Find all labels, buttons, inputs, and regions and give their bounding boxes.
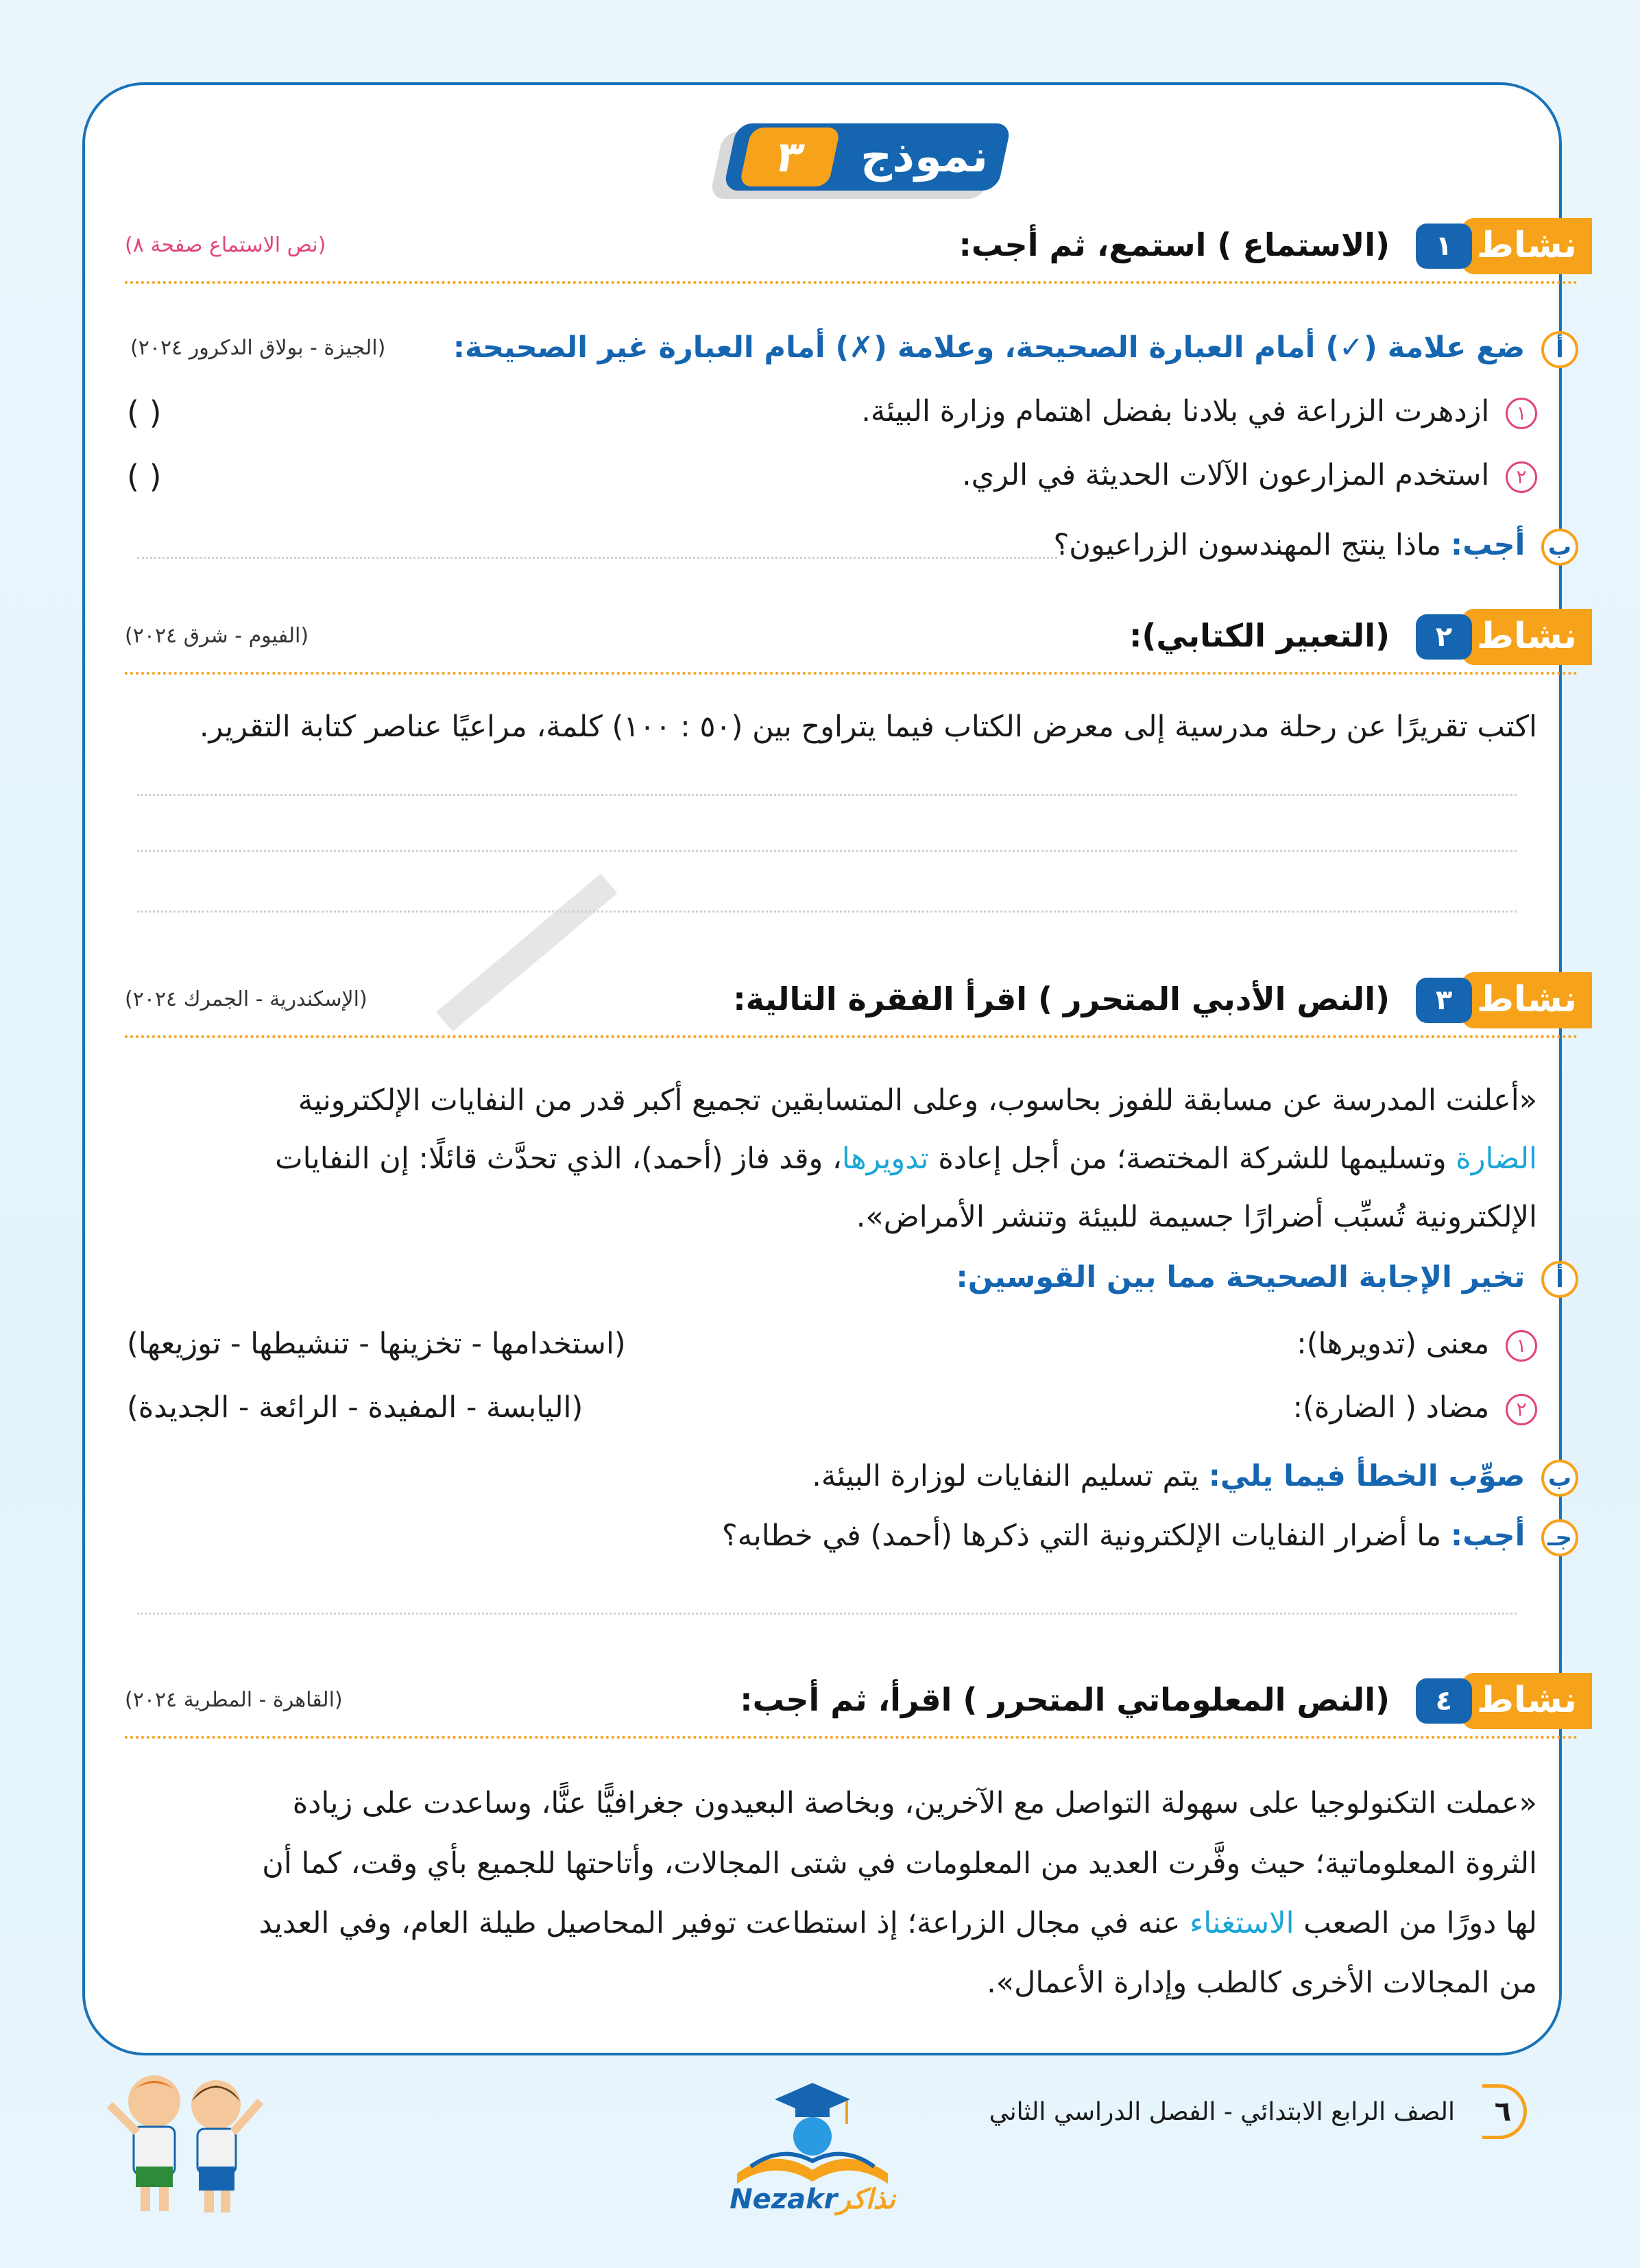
logo-wordmark [727, 2184, 898, 2215]
act1-item-1 [861, 394, 1537, 429]
model-title: نموذج [860, 132, 989, 182]
activity-source: (القاهرة - المطرية ٢٠٢٤) [125, 1688, 343, 1712]
question-label: أجب: [1450, 528, 1526, 562]
question-text: ماذا ينتج المهندسون الزراعيون؟ [1053, 528, 1442, 562]
activity-3-header [43, 972, 1592, 1028]
footer-grade: الصف الرابع الابتدائي - الفصل الدراسي الثاني [989, 2098, 1455, 2126]
logo-text-en: Nezakr [729, 2184, 838, 2215]
activity-title: (التعبير الكتابي): [1129, 617, 1390, 654]
question-text: ما أضرار النفايات الإلكترونية التي ذكرها (أحمد) في خطابه؟ [721, 1519, 1442, 1553]
highlight-word: الاستغناء [1190, 1906, 1294, 1940]
activity-4-header [43, 1673, 1592, 1729]
item-text: استخدم المزارعون الآلات الحديثة في الري. [961, 458, 1490, 492]
letter-badge: ب [1541, 529, 1578, 566]
activity-title: (النص المعلوماتي المتحرر ) اقرأ، ثم أجب: [740, 1681, 1390, 1718]
paragraph-text: ، وقد فاز (أحمد)، الذي تحدَّث قائلًا: إن النفايات [275, 1142, 842, 1176]
logo-text-ar: نذاكر [837, 2184, 895, 2215]
activity-number: ٣ [1416, 978, 1472, 1023]
highlight-word: تدويرها [841, 1142, 929, 1176]
nezakr-logo [713, 2071, 912, 2228]
act4-paragraph-line-4: من المجالات الأخرى كالطب وإدارة الأعمال». [987, 1966, 1537, 2000]
activity-badge: نشاط [1462, 609, 1592, 665]
act2-prompt: اكتب تقريرًا عن رحلة مدرسية إلى معرض الكتاب فيما يتراوح بين (٥٠ : ١٠٠) كلمة، مراعيًا عناصر كتابة التقرير. [199, 710, 1537, 744]
question-text: يتم تسليم النفايات لوزارة البيئة. [812, 1459, 1200, 1493]
act4-paragraph-line-1: «عملت التكنولوجيا على سهولة التواصل مع الآخرين، وبخاصة البعيدون جغرافيًّا عنًّا، وساعدت على زيادة [292, 1786, 1537, 1820]
answer-line[interactable] [137, 910, 1517, 913]
act1-item-2 [962, 458, 1537, 493]
question-label: أجب: [1450, 1519, 1526, 1553]
activity-divider [125, 281, 1578, 284]
answer-line[interactable] [137, 557, 1057, 559]
watermark: ـــ [331, 748, 647, 1068]
act3-question-b [812, 1459, 1578, 1497]
highlight-word: الضارة [1456, 1142, 1537, 1176]
act4-paragraph-line-3 [258, 1906, 1537, 1940]
letter-badge: أ [1541, 1261, 1578, 1298]
kids-illustration [96, 2064, 274, 2221]
activity-source: (الفيوم - شرق ٢٠٢٤) [125, 624, 309, 648]
paragraph-text: وتسليمها للشركة المختصة؛ من أجل إعادة [928, 1142, 1456, 1176]
letter-badge: أ [1541, 331, 1578, 368]
question-text: تخير الإجابة الصحيحة مما بين القوسين: [956, 1260, 1526, 1294]
act4-paragraph-line-2: الثروة المعلوماتية؛ حيث وفَّرت العديد من المعلومات في شتى المجالات، وأتاحتها للجميع بأي وقت، كما أن [262, 1846, 1537, 1881]
act3-item-2 [1293, 1390, 1537, 1425]
activity-source: (الإسكندرية - الجمرك ٢٠٢٤) [125, 987, 367, 1011]
page-number: ٦ [1482, 2084, 1527, 2139]
page-frame [82, 82, 1562, 2055]
answer-blank[interactable]: ( ) [127, 458, 162, 495]
item-number: ١ [1506, 398, 1537, 429]
activity-source: (نص الاستماع صفحة ٨) [125, 233, 326, 257]
item-number: ٢ [1506, 1394, 1537, 1425]
activity-badge: نشاط [1462, 218, 1592, 274]
question-label: صوِّب الخطأ فيما يلي: [1208, 1459, 1526, 1493]
activity-badge: نشاط [1462, 972, 1592, 1028]
answer-line[interactable] [137, 850, 1517, 852]
answer-blank[interactable]: ( ) [127, 394, 162, 431]
act1-question-b [1053, 528, 1578, 566]
act3-question-a [956, 1260, 1578, 1298]
item-text: مضاد ( الضارة): [1292, 1390, 1490, 1425]
act3-item-2-choices[interactable]: (اليابسة - المفيدة - الرائعة - الجديدة) [127, 1390, 583, 1425]
item-text: معنى (تدويرها): [1297, 1327, 1490, 1361]
act3-paragraph-line-2 [275, 1142, 1537, 1176]
letter-badge: جـ [1541, 1519, 1578, 1556]
activity-badge: نشاط [1462, 1673, 1592, 1729]
answer-line[interactable] [137, 1613, 1517, 1615]
answer-line[interactable] [137, 794, 1517, 796]
item-number: ١ [1506, 1330, 1537, 1362]
model-title-tab [716, 123, 1011, 199]
act1-a-source: (الجيزة - بولاق الدكرور ٢٠٢٤) [130, 336, 386, 360]
item-text: ازدهرت الزراعة في بلادنا بفضل اهتمام وزارة البيئة. [861, 394, 1490, 429]
question-text: ضع علامة (✓) أمام العبارة الصحيحة، وعلامة (✗) أمام العبارة غير الصحيحة: [453, 330, 1526, 365]
activity-2-header [43, 609, 1592, 665]
children-icon [96, 2064, 274, 2221]
activity-title: (الاستماع ) استمع، ثم أجب: [958, 226, 1390, 263]
activity-title: (النص الأدبي المتحرر ) اقرأ الفقرة التالية: [733, 980, 1390, 1017]
act3-paragraph-line-1: «أعلنت المدرسة عن مسابقة للفوز بحاسوب، وعلى المتسابقين تجميع أكبر قدر من النفايات الإلكترونية [298, 1083, 1537, 1118]
act3-item-1-choices[interactable]: (استخدامها - تخزينها - تنشيطها - توزيعها) [127, 1327, 626, 1361]
act3-paragraph-line-3: الإلكترونية تُسبِّب أضرارًا جسيمة للبيئة وتنشر الأمراض». [856, 1200, 1537, 1234]
activity-divider [125, 672, 1578, 675]
activity-1-header [43, 218, 1592, 274]
activity-number: ١ [1416, 224, 1472, 269]
item-number: ٢ [1506, 461, 1537, 493]
activity-divider [125, 1736, 1578, 1739]
activity-divider [125, 1035, 1578, 1038]
act3-item-1 [1297, 1327, 1537, 1362]
paragraph-text: لها دورًا من الصعب [1294, 1906, 1537, 1940]
paragraph-text: عنه في مجال الزراعة؛ إذ استطاعت توفير المحاصيل طيلة العام، وفي العديد [258, 1906, 1190, 1940]
activity-number: ٢ [1416, 614, 1472, 660]
letter-badge: ب [1541, 1460, 1578, 1497]
act3-question-c [722, 1519, 1578, 1556]
activity-number: ٤ [1416, 1678, 1472, 1724]
act1-question-a [453, 330, 1578, 368]
model-number: ٣ [739, 128, 841, 186]
